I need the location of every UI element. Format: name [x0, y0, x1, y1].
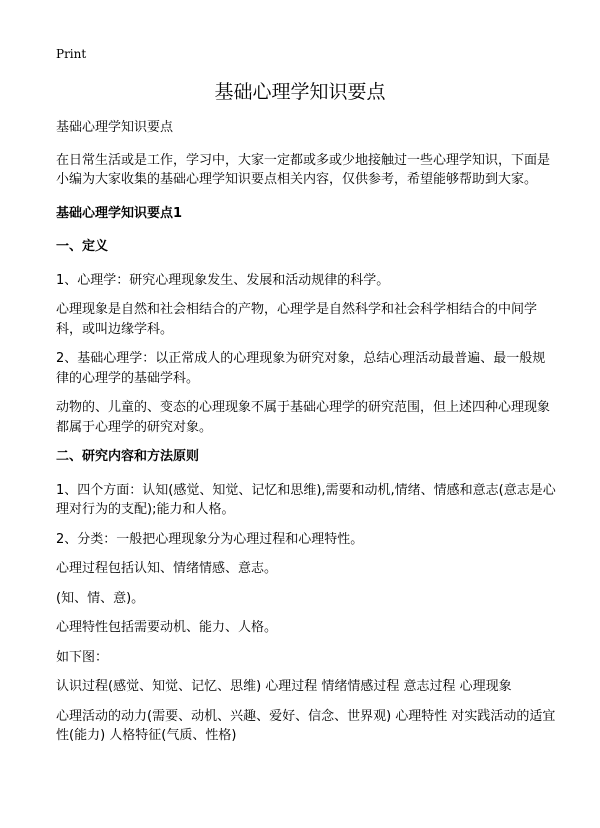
paragraph: 2、分类：一般把心理现象分为心理过程和心理特性。: [56, 531, 364, 547]
paragraph: 心理过程包括认知、情绪情感、意志。: [56, 561, 278, 576]
page-title: 基础心理学知识要点: [214, 81, 386, 103]
paragraph: 1、心理学：研究心理现象发生、发展和活动规律的科学。: [56, 272, 390, 288]
paragraph-subtitle: 基础心理学知识要点: [56, 120, 174, 135]
paragraph: 认识过程(感觉、知觉、记忆、思维) 心理过程 情绪情感过程 意志过程 心理现象: [56, 679, 512, 694]
paragraph: 心理现象是自然和社会相结合的产物，心理学是自然科学和社会科学相结合的中间学科，或叫边缘学科。: [56, 302, 538, 337]
paragraph: 动物的、儿童的、变态的心理现象不属于基础心理学的研究范围，但上述四种心理现象都属于心理学的研究对象。: [56, 400, 551, 435]
section-heading-research: 二、研究内容和方法原则: [56, 449, 200, 464]
print-link[interactable]: Print: [56, 47, 87, 61]
article-body: [56, 118, 556, 756]
paragraph: (知、情、意)。: [56, 590, 145, 606]
section-heading-definition: 一、定义: [56, 239, 109, 254]
paragraph: 心理特性包括需要动机、能力、人格。: [56, 620, 278, 635]
paragraph: 1、四个方面：认知(感觉、知觉、记忆和思维),需要和动机,情绪、情感和意志(意志是心理对行为的支配);能力和人格。: [56, 482, 556, 517]
paragraph: 如下图：: [56, 649, 109, 665]
paragraph-intro: 在日常生活或是工作，学习中，大家一定都或多或少地接触过一些心理学知识，下面是小编为大家收集的基础心理学知识要点相关内容，仅供参考，希望能够帮助到大家。: [56, 152, 551, 187]
paragraph: 2、基础心理学：以正常成人的心理现象为研究对象，总结心理活动最普遍、最一般规律的心理学的基础学科。: [56, 351, 546, 386]
section-heading-1: 基础心理学知识要点1: [56, 205, 183, 221]
paragraph: 心理活动的动力(需要、动机、兴趣、爱好、信念、世界观) 心理特性 对实践活动的适宜性(能力) 人格特征(气质、性格): [56, 708, 556, 743]
